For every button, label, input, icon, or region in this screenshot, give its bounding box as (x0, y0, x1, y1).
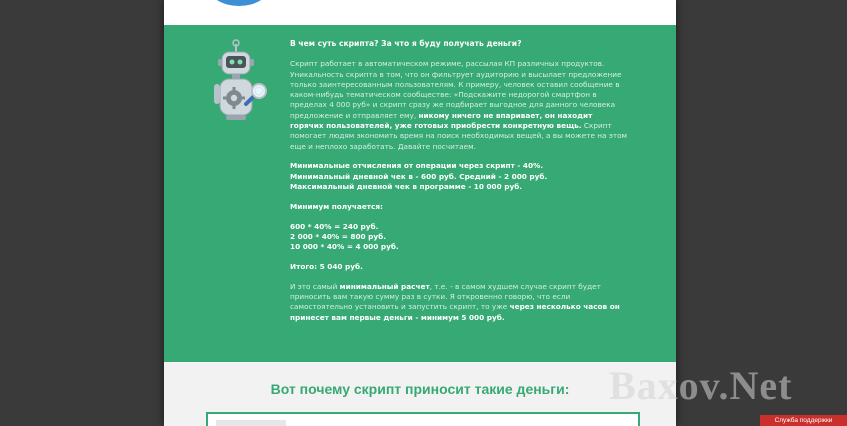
why-section (164, 362, 676, 426)
conclusion-paragraph (290, 282, 628, 323)
top-avatar-circle (208, 0, 270, 6)
minimum-label-block (290, 202, 628, 212)
description-text-end: Скрипт помогает людям экономить время на поиск необходимых вещей, а вы можете на этом еще и неплохо заработать. Давайте посчитаем. (290, 121, 628, 151)
script-explanation-section (164, 25, 676, 362)
conclusion-text-mid: , т.е. - в самом худшем случае скрипт будет приносить вам такую сумму раз в сутки. Я откровенно говорю, что если самостоятельно установить и запустить скрипт, то уже (290, 281, 601, 312)
calc-line-1: 600 * 40% = 240 руб. (290, 221, 379, 231)
description-text: Скрипт работает в автоматическом режиме, рассылая КП различных продуктов. Уникальность скрипта в том, что он фильтрует аудиторию и высылает предложение только заинтересованным пользователям. К примеру, человек оставил сообщение в каком-нибудь тематическом сообществе: «Подскажите недорогой смартфон в пределах 4 000 руб» и скрипт сразу же подбирает выгодное для данного человека предложение и отправляет ему, (290, 59, 622, 120)
calc-line-3: 10 000 * 40% = 4 000 руб. (290, 242, 399, 252)
card-placeholder (216, 420, 286, 426)
total-value: Итого: 5 040 руб. (290, 262, 363, 272)
conclusion-highlight-1: минимальный расчет (339, 281, 430, 291)
description-paragraph (290, 59, 628, 152)
minimum-label: Минимум получается: (290, 201, 383, 211)
stats-block (290, 161, 628, 192)
why-section-card (206, 412, 640, 426)
description-highlight: никому ничего не впаривает, он находит горячих пользователей, уже готовых приобрести конкретную вещь. (290, 110, 593, 131)
landing-page (164, 0, 676, 426)
conclusion-text: И это самый (290, 281, 340, 291)
stat-min-percent: Минимальные отчисления от операции через скрипт - 40%. (290, 161, 544, 171)
script-description (290, 39, 628, 333)
why-section-title: Вот почему скрипт приносит такие деньги: (270, 381, 570, 397)
conclusion-highlight-2: через несколько часов он принесет вам первые деньги - минимум 5 000 руб. (290, 302, 620, 322)
stat-daily-check: Минимальный дневной чек в - 600 руб. Средний - 2 000 руб. (290, 171, 548, 181)
support-button[interactable]: Служба поддержки (760, 415, 847, 426)
robot-icon (212, 38, 268, 128)
section-question: В чем суть скрипта? За что я буду получать деньги? (290, 39, 522, 48)
total-block (290, 262, 628, 272)
watermark-logo: Baxov.Net (609, 363, 793, 408)
stat-max-check: Максимальный дневной чек в программе - 10 000 руб. (290, 182, 523, 192)
top-section (164, 0, 676, 25)
calculation-block (290, 222, 628, 253)
calc-line-2: 2 000 * 40% = 800 руб. (290, 231, 387, 241)
